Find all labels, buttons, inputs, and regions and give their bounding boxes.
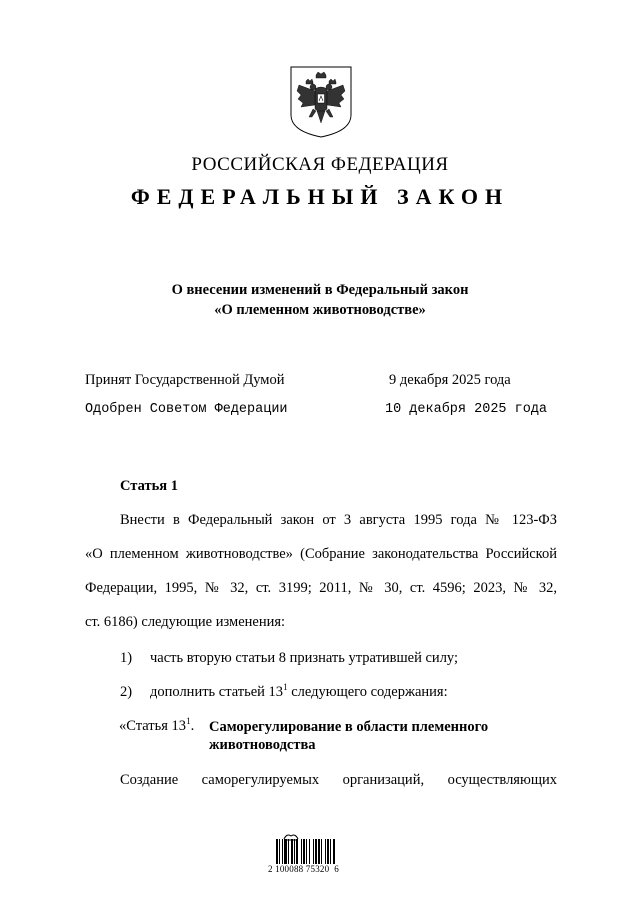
- article-1-line-1: Внести в Федеральный закон от 3 августа 1995 года № 123-ФЗ: [120, 512, 557, 528]
- article-13-1-first-line: Создание саморегулируемых организаций, осуществляющих: [120, 772, 557, 788]
- article-13-1-prefix: [119, 718, 194, 735]
- russian-coat-of-arms-icon: [289, 65, 353, 139]
- barcode-number: 2 100088 75320 6: [268, 864, 339, 874]
- list-item-number: 1): [120, 650, 133, 666]
- barcode-icon: [276, 839, 360, 864]
- print-mark-icon: [283, 828, 299, 837]
- article-1-heading: Статья 1: [120, 478, 178, 494]
- list-item-text: [150, 684, 448, 701]
- duma-adoption-date: 9 декабря 2025 года: [389, 372, 511, 388]
- list-item-text-main: дополнить статьей 13: [150, 684, 284, 700]
- coat-of-arms-emblem: [289, 65, 353, 139]
- article-13-1-heading: [209, 718, 539, 754]
- council-approval-label: Одобрен Советом Федерации: [85, 402, 288, 417]
- list-item-number: 2): [120, 684, 133, 700]
- article-1-line-2: «О племенном животноводстве» (Собрание законодательства Российской: [85, 546, 557, 562]
- article-1-line-3: Федерации, 1995, № 32, ст. 3199; 2011, № 30, ст. 4596; 2023, № 32,: [85, 580, 557, 596]
- law-title-line-1: О внесении изменений в Федеральный закон: [171, 282, 469, 298]
- superscript-index: 1: [283, 682, 288, 692]
- barcode: [276, 839, 360, 864]
- list-item-text-tail: следующего содержания:: [287, 684, 448, 700]
- council-approval-date: 10 декабря 2025 года: [385, 402, 548, 417]
- article-13-1-dot: .: [190, 718, 195, 734]
- article-13-1-heading-line-2: животноводства: [209, 737, 316, 753]
- country-name: РОССИЙСКАЯ ФЕДЕРАЦИЯ: [191, 154, 449, 175]
- law-title-line-2: «О племенном животноводстве»: [214, 302, 426, 318]
- superscript-index: 1: [186, 716, 191, 726]
- law-title: [0, 280, 640, 320]
- list-item-text: часть вторую статьи 8 признать утратившей силу;: [150, 650, 459, 666]
- duma-adoption-label: Принят Государственной Думой: [85, 372, 285, 388]
- article-1-line-4: ст. 6186) следующие изменения:: [85, 614, 286, 630]
- article-13-1-label: «Статья 13: [119, 718, 187, 734]
- article-13-1-heading-line-1: Саморегулирование в области племенного: [209, 719, 489, 735]
- document-type: ФЕДЕРАЛЬНЫЙ ЗАКОН: [130, 184, 510, 209]
